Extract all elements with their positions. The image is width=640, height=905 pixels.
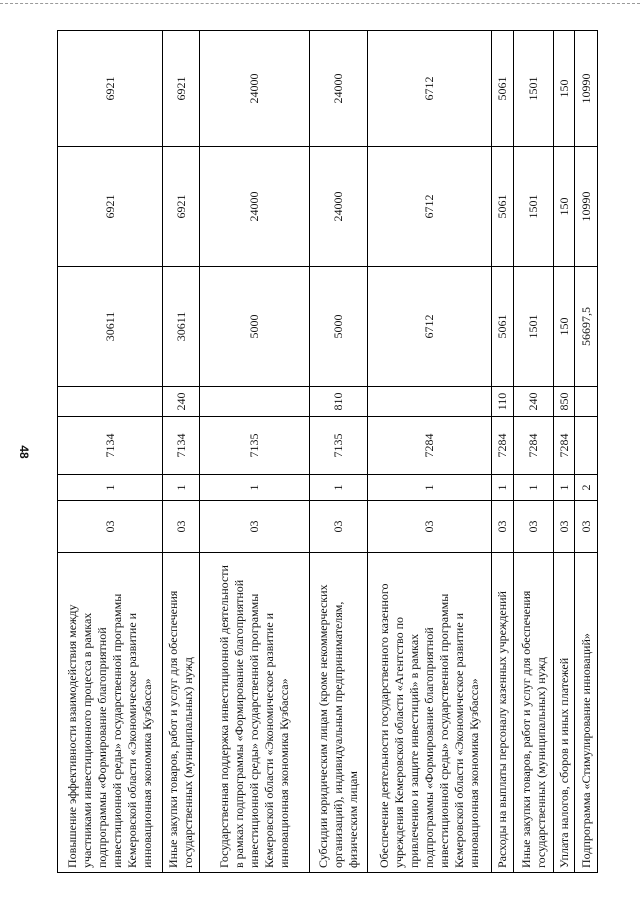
table-row [310,31,368,873]
amount-1: 30611 [58,267,163,387]
budget-table [57,30,598,873]
amount-1: 150 [554,267,575,387]
amount-2: 6921 [58,147,163,267]
section-code: 03 [310,501,368,553]
amount-3: 24000 [200,31,310,147]
section-code: 03 [163,501,200,553]
amount-3: 6921 [163,31,200,147]
amount-1: 5061 [492,267,514,387]
amount-3: 5061 [492,31,514,147]
subsection-code: 1 [492,475,514,501]
amount-1: 1501 [514,267,554,387]
subsection-code: 1 [554,475,575,501]
table-row [575,31,598,873]
target-article-code: 7135 [200,417,310,475]
amount-2: 24000 [200,147,310,267]
rotated-document [57,31,597,873]
subsection-code: 1 [310,475,368,501]
table-row [368,31,492,873]
section-code: 03 [492,501,514,553]
row-name: Субсидии юридическим лицам (кроме некоммерческих организаций), индивидуальным предпринимателям, физическим лицам [310,553,368,873]
section-code: 03 [575,501,598,553]
target-article-code [575,417,598,475]
table-body [58,31,598,873]
table-row [163,31,200,873]
amount-2: 6921 [163,147,200,267]
target-article-code: 7284 [368,417,492,475]
row-name: Обеспечение деятельности государственного казенного учреждения Кемеровской области «Агентство по привлечению и защите инвестиций» в рамках подпрограммы «Формирование благоприятной инвестиционной среды» государственной программы Кемеровской области «Экономическое развитие и инновационная экономика Кузбасса» [368,553,492,873]
amount-2: 24000 [310,147,368,267]
section-code: 03 [200,501,310,553]
table-row [492,31,514,873]
amount-3: 150 [554,31,575,147]
amount-3: 10990 [575,31,598,147]
row-name: Иные закупки товаров, работ и услуг для обеспечения государственных (муниципальных) нужд [163,553,200,873]
amount-3: 6712 [368,31,492,147]
top-scan-rule [0,3,640,4]
table-row [554,31,575,873]
target-article-code: 7135 [310,417,368,475]
amount-3: 1501 [514,31,554,147]
expense-type-code: 240 [514,387,554,417]
amount-1: 5000 [200,267,310,387]
target-article-code: 7284 [514,417,554,475]
target-article-code: 7134 [58,417,163,475]
amount-3: 24000 [310,31,368,147]
expense-type-code [200,387,310,417]
subsection-code: 1 [200,475,310,501]
row-name: Государственная поддержка инвестиционной деятельности в рамках подпрограммы «Формирование благоприятной инвестиционной среды» государственной программы Кемеровской области «Экономическое развитие и инновационная экономика Кузбасса» [200,553,310,873]
amount-1: 30611 [163,267,200,387]
section-code: 03 [368,501,492,553]
table-row [514,31,554,873]
subsection-code: 1 [163,475,200,501]
section-code: 03 [58,501,163,553]
amount-2: 6712 [368,147,492,267]
table-row [200,31,310,873]
table-row [58,31,163,873]
amount-1: 56697,5 [575,267,598,387]
subsection-code: 2 [575,475,598,501]
amount-2: 5061 [492,147,514,267]
amount-3: 6921 [58,31,163,147]
expense-type-code: 810 [310,387,368,417]
amount-1: 6712 [368,267,492,387]
subsection-code: 1 [514,475,554,501]
row-name: Иные закупки товаров, работ и услуг для обеспечения государственных (муниципальных) нужд [514,553,554,873]
row-name: Расходы на выплаты персоналу казенных учреждений [492,553,514,873]
subsection-code: 1 [58,475,163,501]
amount-2: 10990 [575,147,598,267]
subsection-code: 1 [368,475,492,501]
expense-type-code: 110 [492,387,514,417]
target-article-code: 7284 [492,417,514,475]
target-article-code: 7284 [554,417,575,475]
expense-type-code [575,387,598,417]
section-code: 03 [514,501,554,553]
expense-type-code: 240 [163,387,200,417]
page-number: 48 [17,445,31,459]
row-name: Подпрограмма «Стимулирование инноваций» [575,553,598,873]
amount-2: 150 [554,147,575,267]
expense-type-code: 850 [554,387,575,417]
row-name: Уплата налогов, сборов и иных платежей [554,553,575,873]
target-article-code: 7134 [163,417,200,475]
amount-2: 1501 [514,147,554,267]
row-name: Повышение эффективности взаимодействия между участниками инвестиционного процесса в рамках подпрограммы «Формирование благоприятной инвестиционной среды» государственной программы Кемеровской области «Экономическое развитие и инновационная экономика Кузбасса» [58,553,163,873]
expense-type-code [368,387,492,417]
amount-1: 5000 [310,267,368,387]
expense-type-code [58,387,163,417]
section-code: 03 [554,501,575,553]
